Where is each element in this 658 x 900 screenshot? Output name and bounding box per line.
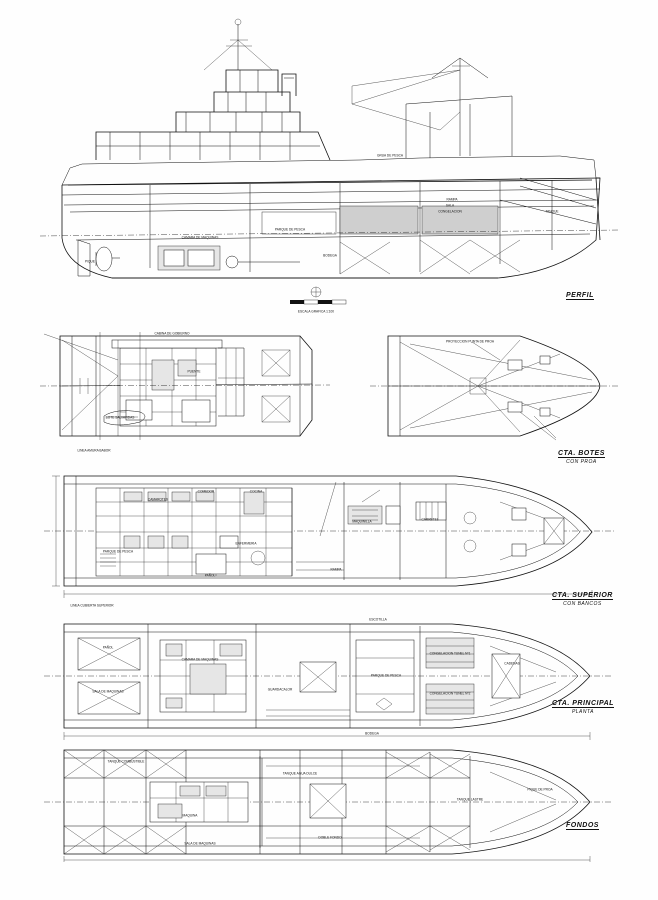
label-boatdeck-4: PROYECCION PUNTA DE PROA <box>446 339 494 344</box>
label-main-5: PAÑOL <box>102 645 114 650</box>
caption-cta-botes-text: CTA. BOTES <box>558 450 605 457</box>
caption-cta-superior-sub: CON BANCOS <box>563 601 602 608</box>
label-upper-5: COMEDOR <box>197 489 215 494</box>
label-bottom-3: TANQUE LASTRE <box>456 797 484 802</box>
caption-cta-principal-sub: PLANTA <box>571 709 595 716</box>
label-profile-4: PARQUE DE PESCA <box>274 227 306 232</box>
label-upper-1: MAQUINILLA <box>352 519 372 524</box>
label-boatdeck-3: LINEA AMURA BABOR <box>77 448 111 453</box>
label-upper-0: PARQUE DE PESCA <box>102 549 134 554</box>
label-bottom-1: TANQUE AGUA DULCE <box>282 771 318 776</box>
view-bottom <box>0 742 658 862</box>
caption-cta-principal-text: CTA. PRINCIPAL <box>552 700 614 707</box>
label-boatdeck-0: CABINA DE GOBIERNO <box>154 331 190 336</box>
label-bottom-6: SALA DE MAQUINAS <box>184 841 216 846</box>
label-main-3: CONGELACION TUNEL Nº2 <box>429 691 471 696</box>
view-main-deck <box>0 612 658 740</box>
label-bottom-4: PIQUE DE PROA <box>527 787 553 792</box>
view-boat-deck <box>0 320 658 460</box>
label-profile-2: SALA <box>445 203 455 208</box>
caption-cta-superior-text: CTA. SUPERIOR <box>552 592 613 599</box>
label-profile-7: TANQUE <box>545 209 559 214</box>
view-upper-deck <box>0 462 658 610</box>
label-main-0: CAMARA DE MAQUINAS <box>181 657 219 662</box>
label-upper-6: CAMAROTES <box>147 497 169 502</box>
label-profile-6: CAMARA DE MAQUINAS <box>181 235 219 240</box>
label-main-7: ESCOTILLA <box>369 617 387 622</box>
label-profile-0: GRUA DE PESCA <box>376 153 404 158</box>
label-main-8: BODEGA <box>365 731 379 736</box>
caption-perfil-text: PERFIL <box>566 292 594 299</box>
label-bottom-2: MAQUINA <box>182 813 198 818</box>
label-upper-7: ENFERMERIA <box>235 541 257 546</box>
label-profile-3: CONGELACION <box>438 209 462 214</box>
label-upper-3: PAÑOL <box>204 573 216 578</box>
label-main-4: GUARDACALOR <box>267 687 293 692</box>
caption-perfil <box>566 292 594 300</box>
label-profile-1: RAMPA <box>446 197 458 202</box>
label-scale-bar: ESCALA GRAFICA 1:100 <box>297 309 335 314</box>
label-main-9: CADENAS <box>504 661 520 666</box>
label-profile-5: BODEGA <box>323 253 337 258</box>
label-upper-4: COCINA <box>249 489 263 494</box>
label-upper-9: LINEA CUBIERTA SUPERIOR <box>70 603 114 608</box>
label-main-1: PARQUE DE PESCA <box>370 673 402 678</box>
label-boatdeck-1: PUENTE <box>187 369 201 374</box>
label-upper-2: CARRETEL <box>421 517 439 522</box>
caption-fondos <box>566 822 599 830</box>
caption-cta-botes-sub: CON PROA <box>566 459 597 466</box>
caption-fondos-text: FONDOS <box>566 822 599 829</box>
caption-cta-principal <box>552 700 614 715</box>
label-boatdeck-2: BOTE SALVAVIDAS <box>105 415 135 420</box>
label-main-6: SALA DE MAQUINAS <box>92 689 124 694</box>
caption-cta-botes <box>558 450 605 465</box>
view-profile <box>0 0 658 320</box>
label-main-2: CONGELACION TUNEL Nº1 <box>429 651 471 656</box>
label-bottom-0: TANQUE COMBUSTIBLE <box>107 759 145 764</box>
label-profile-8: PIQUE <box>85 259 95 264</box>
label-bottom-5: DOBLE FONDO <box>318 835 342 840</box>
caption-cta-superior <box>552 592 613 607</box>
label-upper-8: RAMPA <box>330 567 342 572</box>
